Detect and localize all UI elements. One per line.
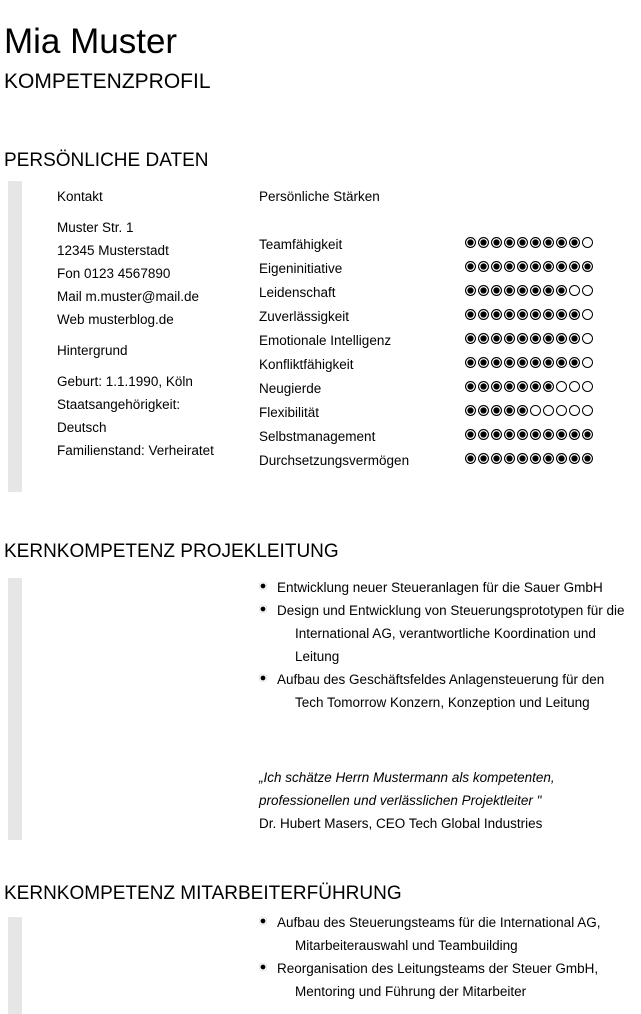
rating-dot-filled (491, 453, 502, 464)
rating-dot-filled (491, 333, 502, 344)
skill-name: Selbstmanagement (259, 429, 376, 444)
rating-dot-filled (530, 357, 541, 368)
bullet-circle-icon (259, 582, 267, 590)
skill-rating-dots (465, 261, 593, 272)
rating-dot-filled (478, 261, 489, 272)
contact-line: Muster Str. 1 (57, 220, 134, 235)
rating-dot-filled (543, 381, 554, 392)
skill-name: Emotionale Intelligenz (259, 333, 392, 348)
skill-rating-dots (465, 309, 593, 320)
rating-dot-empty (569, 381, 580, 392)
rating-dot-filled (543, 285, 554, 296)
list-item-text: Reorganisation des Leitungsteams der Steuer GmbH, (277, 961, 599, 976)
background-lines (57, 370, 252, 462)
rating-dot-filled (504, 237, 515, 248)
list-item-text: Design und Entwicklung von Steuerungsprototypen für die (277, 603, 625, 618)
contact-lines (57, 216, 252, 331)
list-item (259, 957, 641, 1003)
rating-dot-filled (543, 261, 554, 272)
rating-dot-filled (478, 237, 489, 248)
personal-data-left-column (57, 185, 252, 470)
rating-dot-filled (582, 261, 593, 272)
rating-dot-filled (491, 405, 502, 416)
project-leadership-bullets (259, 576, 641, 714)
rating-dot-filled (478, 429, 489, 440)
rating-dot-filled (556, 333, 567, 344)
skill-name: Teamfähigkeit (259, 237, 343, 252)
contact-line: Mail m.muster@mail.de (57, 289, 199, 304)
rating-dot-empty (556, 381, 567, 392)
rating-dot-filled (569, 237, 580, 248)
rating-dot-filled (504, 333, 515, 344)
strengths-list (259, 234, 641, 474)
rating-dot-empty (582, 333, 593, 344)
bullet-circle-icon (259, 917, 267, 925)
list-item-continuation: Mentoring und Führung der Mitarbeiter (295, 984, 527, 999)
skill-rating-dots (465, 357, 593, 368)
skill-name: Flexibilität (259, 405, 320, 420)
quote-attribution: Dr. Hubert Masers, CEO Tech Global Industries (259, 816, 543, 831)
rating-dot-filled (517, 429, 528, 440)
background-line: Staatsangehörigkeit: (57, 397, 181, 412)
accent-bar-personal (8, 181, 22, 492)
rating-dot-filled (504, 357, 515, 368)
rating-dot-filled (530, 237, 541, 248)
rating-dot-filled (465, 285, 476, 296)
rating-dot-filled (517, 285, 528, 296)
skill-rating-dots (465, 453, 593, 464)
rating-dot-filled (582, 429, 593, 440)
skill-rating-row (259, 234, 641, 258)
skill-name: Zuverlässigkeit (259, 309, 350, 324)
rating-dot-filled (491, 357, 502, 368)
rating-dot-filled (543, 309, 554, 320)
rating-dot-filled (517, 453, 528, 464)
list-item (259, 668, 641, 714)
rating-dot-filled (569, 357, 580, 368)
rating-dot-filled (530, 381, 541, 392)
rating-dot-filled (543, 429, 554, 440)
section-heading-project-leadership: KERNKOMPETENZ PROJEKLEITUNG (4, 541, 339, 562)
rating-dot-filled (465, 453, 476, 464)
contact-line: 12345 Musterstadt (57, 243, 169, 258)
rating-dot-filled (543, 333, 554, 344)
skill-rating-dots (465, 381, 593, 392)
rating-dot-filled (465, 333, 476, 344)
rating-dot-empty (582, 405, 593, 416)
document-subtitle: KOMPETENZPROFIL (4, 70, 211, 94)
rating-dot-filled (465, 309, 476, 320)
list-item-text: Entwicklung neuer Steueranlagen für die Sauer GmbH (277, 580, 603, 595)
rating-dot-filled (465, 261, 476, 272)
skill-rating-row (259, 282, 641, 306)
rating-dot-filled (478, 285, 489, 296)
rating-dot-filled (504, 381, 515, 392)
skill-name: Eigeninitiative (259, 261, 343, 276)
rating-dot-filled (478, 309, 489, 320)
skill-rating-row (259, 402, 641, 426)
people-leadership-bullets (259, 911, 641, 1003)
rating-dot-empty (582, 381, 593, 392)
rating-dot-filled (504, 429, 515, 440)
rating-dot-filled (556, 309, 567, 320)
rating-dot-filled (465, 381, 476, 392)
testimonial-quote (259, 766, 641, 835)
skill-rating-row (259, 306, 641, 330)
accent-bar-people (8, 917, 22, 1014)
rating-dot-empty (582, 357, 593, 368)
rating-dot-filled (530, 429, 541, 440)
rating-dot-filled (504, 309, 515, 320)
rating-dot-empty (582, 285, 593, 296)
rating-dot-empty (582, 309, 593, 320)
rating-dot-filled (517, 381, 528, 392)
bullet-circle-icon (259, 963, 267, 971)
skill-rating-row (259, 354, 641, 378)
list-item (259, 911, 641, 957)
rating-dot-filled (556, 261, 567, 272)
skill-name: Leidenschaft (259, 285, 336, 300)
list-item-text: Aufbau des Steuerungsteams für die International AG, (277, 915, 601, 930)
rating-dot-filled (504, 405, 515, 416)
rating-dot-filled (465, 357, 476, 368)
rating-dot-filled (543, 453, 554, 464)
rating-dot-filled (530, 261, 541, 272)
contact-label: Kontakt (57, 189, 103, 204)
accent-bar-project (8, 578, 22, 840)
rating-dot-filled (478, 453, 489, 464)
rating-dot-filled (491, 309, 502, 320)
rating-dot-filled (465, 405, 476, 416)
rating-dot-filled (530, 309, 541, 320)
rating-dot-filled (504, 261, 515, 272)
rating-dot-empty (582, 237, 593, 248)
contact-line: Fon 0123 4567890 (57, 266, 171, 281)
rating-dot-filled (582, 453, 593, 464)
skill-rating-row (259, 426, 641, 450)
rating-dot-filled (491, 237, 502, 248)
rating-dot-filled (465, 429, 476, 440)
rating-dot-filled (517, 261, 528, 272)
rating-dot-empty (543, 405, 554, 416)
rating-dot-empty (569, 285, 580, 296)
rating-dot-filled (491, 261, 502, 272)
background-label: Hintergrund (57, 343, 128, 358)
rating-dot-filled (478, 405, 489, 416)
list-item (259, 599, 641, 668)
skill-rating-dots (465, 237, 593, 248)
skill-rating-row (259, 258, 641, 282)
quote-line-2: professionellen und verlässlichen Projektleiter " (259, 793, 542, 808)
rating-dot-filled (504, 453, 515, 464)
rating-dot-filled (569, 261, 580, 272)
rating-dot-filled (569, 333, 580, 344)
rating-dot-empty (569, 405, 580, 416)
rating-dot-filled (569, 309, 580, 320)
skill-rating-dots (465, 285, 593, 296)
list-item (259, 576, 641, 599)
page-title: Mia Muster (4, 22, 178, 62)
skill-rating-dots (465, 429, 593, 440)
rating-dot-filled (530, 333, 541, 344)
rating-dot-filled (530, 453, 541, 464)
rating-dot-filled (556, 453, 567, 464)
rating-dot-filled (517, 309, 528, 320)
rating-dot-filled (517, 333, 528, 344)
quote-line-1: „Ich schätze Herrn Mustermann als kompetenten, (259, 770, 555, 785)
rating-dot-filled (504, 285, 515, 296)
background-line: Familienstand: Verheiratet (57, 443, 214, 458)
background-line: Geburt: 1.1.1990, Köln (57, 374, 193, 389)
rating-dot-filled (556, 429, 567, 440)
rating-dot-filled (478, 357, 489, 368)
contact-line: Web musterblog.de (57, 312, 174, 327)
rating-dot-filled (478, 381, 489, 392)
rating-dot-filled (517, 405, 528, 416)
list-item-continuation: Tech Tomorrow Konzern, Konzeption und Leitung (295, 695, 590, 710)
rating-dot-filled (543, 237, 554, 248)
skill-rating-row (259, 450, 641, 474)
rating-dot-filled (517, 237, 528, 248)
skill-name: Neugierde (259, 381, 322, 396)
rating-dot-filled (465, 237, 476, 248)
rating-dot-filled (569, 429, 580, 440)
rating-dot-empty (530, 405, 541, 416)
rating-dot-empty (556, 405, 567, 416)
rating-dot-filled (556, 237, 567, 248)
rating-dot-filled (491, 381, 502, 392)
rating-dot-filled (517, 357, 528, 368)
personal-strengths-column (259, 185, 641, 474)
bullet-circle-icon (259, 605, 267, 613)
skill-rating-row (259, 378, 641, 402)
rating-dot-filled (569, 453, 580, 464)
rating-dot-filled (478, 333, 489, 344)
rating-dot-filled (543, 357, 554, 368)
skill-name: Konfliktfähigkeit (259, 357, 354, 372)
list-item-continuation: Mitarbeiterauswahl und Teambuilding (295, 938, 518, 953)
rating-dot-filled (530, 285, 541, 296)
background-line: Deutsch (57, 420, 107, 435)
rating-dot-filled (491, 429, 502, 440)
list-item-continuation: International AG, verantwortliche Koordination und Leitung (295, 626, 596, 664)
section-heading-people-leadership: KERNKOMPETENZ MITARBEITERFÜHRUNG (4, 883, 402, 904)
skill-rating-dots (465, 405, 593, 416)
rating-dot-filled (491, 285, 502, 296)
rating-dot-filled (556, 285, 567, 296)
skill-name: Durchsetzungsvermögen (259, 453, 410, 468)
bullet-circle-icon (259, 674, 267, 682)
strengths-label: Persönliche Stärken (259, 189, 380, 204)
list-item-text: Aufbau des Geschäftsfeldes Anlagensteuerung für den (277, 672, 605, 687)
rating-dot-filled (556, 357, 567, 368)
section-heading-personal-data: PERSÖNLICHE DATEN (4, 150, 209, 171)
skill-rating-dots (465, 333, 593, 344)
skill-rating-row (259, 330, 641, 354)
